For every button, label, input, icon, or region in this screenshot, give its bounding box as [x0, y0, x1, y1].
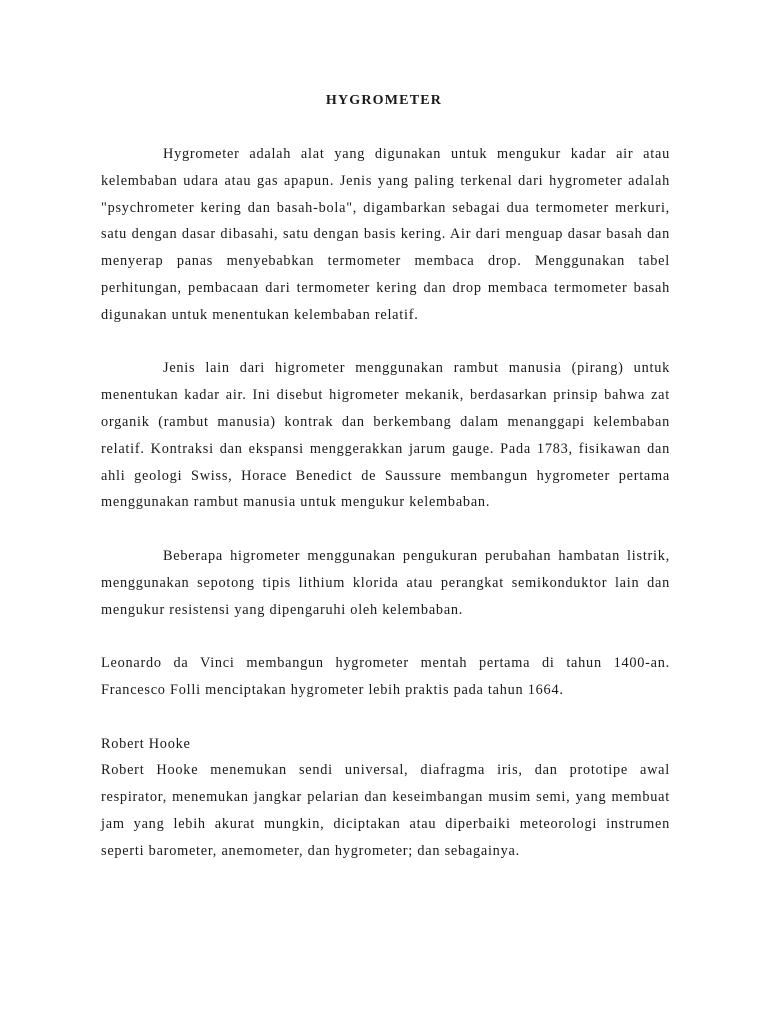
paragraph-history: Leonardo da Vinci membangun hygrometer mentah pertama di tahun 1400-an. Francesco Folli menciptakan hygrometer lebih praktis pada tahun 1664. — [101, 655, 670, 698]
paragraph-spacer — [101, 623, 670, 650]
section-heading-robert-hooke: Robert Hooke — [101, 735, 191, 752]
paragraph-electrical-hygrometer: Beberapa higrometer menggunakan pengukuran perubahan hambatan listrik, menggunakan sepotong tipis lithium klorida atau perangkat semikonduktor lain dan mengukur resistensi yang dipengaruhi oleh kelembaban. — [101, 547, 670, 618]
paragraph-spacer — [101, 704, 670, 731]
paragraph-hair-hygrometer: Jenis lain dari higrometer menggunakan rambut manusia (pirang) untuk menentukan kadar air. Ini disebut higrometer mekanik, berdasarkan prinsip bahwa zat organik (rambut manusia) kontrak dan berkembang dalam menanggapi kelembaban relatif. Kontraksi dan ekspansi menggerakkan jarum gauge. Pada 1783, fisikawan dan ahli geologi Swiss, Horace Benedict de Saussure membangun hygrometer pertama menggunakan rambut manusia untuk mengukur kelembaban. — [101, 360, 670, 511]
paragraph-spacer — [101, 516, 670, 543]
paragraph-hygrometer-definition: Hygrometer adalah alat yang digunakan untuk mengukur kadar air atau kelembaban udara atau gas apapun. Jenis yang paling terkenal dari hygrometer adalah "psychrometer kering dan basah-bola", digambarkan sebagai dua termometer merkuri, satu dengan dasar dibasahi, satu dengan basis kering. Air dari menguap dasar basah dan menyerap panas menyebabkan termometer membaca drop. Menggunakan tabel perhitungan, pembacaan dari termometer kering dan drop membaca termometer basah digunakan untuk menentukan kelembaban relatif. — [101, 146, 670, 323]
paragraph-spacer — [101, 329, 670, 356]
document-body — [101, 141, 670, 865]
document-title: HYGROMETER — [325, 93, 443, 108]
paragraph-robert-hooke: Robert Hooke menemukan sendi universal, diafragma iris, dan prototipe awal respirator, menemukan jangkar pelarian dan keseimbangan musim semi, yang membuat jam yang lebih akurat mungkin, diciptakan atau diperbaiki meteorologi instrumen seperti barometer, anemometer, dan hygrometer; dan sebagainya. — [101, 762, 670, 859]
